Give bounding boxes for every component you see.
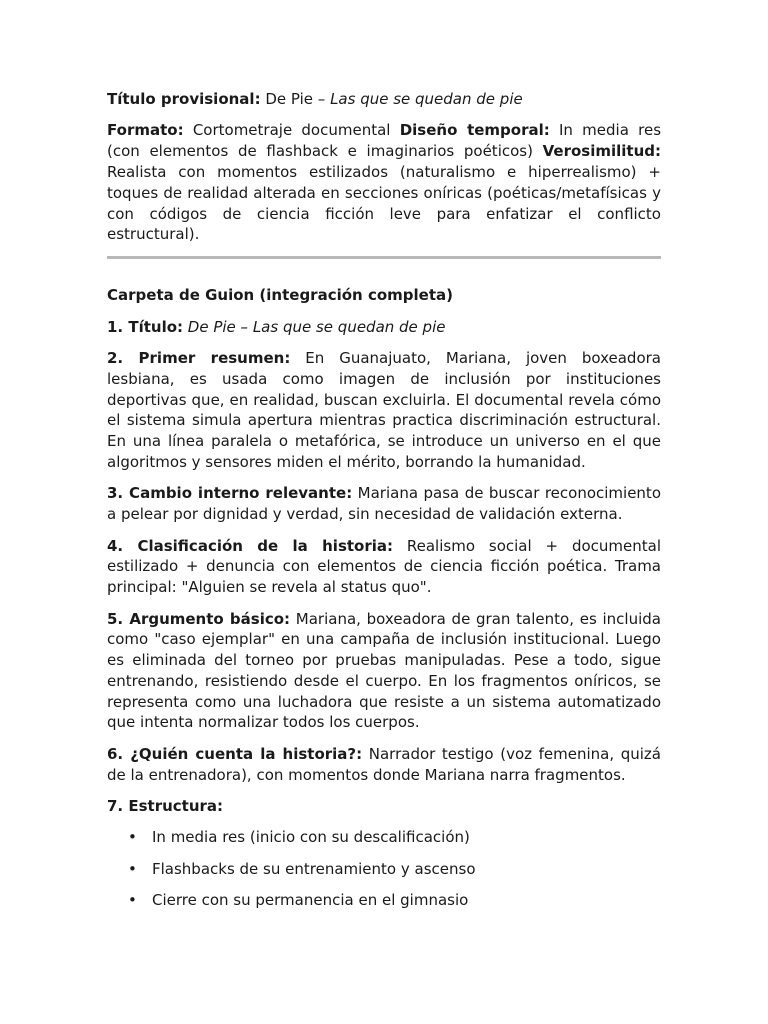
item-text: Realismo social + documental estilizado + denuncia con elementos de ciencia ficción poética. Trama principal: "Alguien se revela al status quo". xyxy=(107,536,662,597)
item-story-classification xyxy=(107,536,661,598)
item-title-italic: De Pie – Las que se quedan de pie xyxy=(183,317,446,336)
item-label: 3. Cambio interno relevante: xyxy=(107,484,353,503)
horizontal-divider xyxy=(107,256,661,259)
list-item-text: Cierre con su permanencia en el gimnasio xyxy=(152,891,469,910)
item-narrator xyxy=(107,744,661,786)
item-label: 5. Argumento básico: xyxy=(107,609,291,628)
list-item xyxy=(107,859,661,880)
item-first-summary xyxy=(107,348,661,473)
list-item xyxy=(107,890,661,911)
item-internal-change xyxy=(107,483,661,525)
item-label: 6. ¿Quién cuenta la historia?: xyxy=(107,744,363,763)
bullet-icon: • xyxy=(128,828,137,847)
item-text: Narrador testigo (voz femenina, quizá de la entrenadora), con momentos donde Mariana narra fragmentos. xyxy=(107,744,661,784)
verisimilitude-label: Verosimilitud: xyxy=(542,142,661,161)
bullet-icon: • xyxy=(128,891,137,910)
provisional-title-label: Título provisional: xyxy=(107,90,261,108)
list-item-text: In media res (inicio con su descalificación) xyxy=(152,828,470,847)
list-item-text: Flashbacks de su entrenamiento y ascenso xyxy=(152,859,476,878)
provisional-title-line xyxy=(107,89,661,110)
format-label: Formato: xyxy=(107,121,184,140)
format-value: Cortometraje documental xyxy=(183,121,400,140)
structure-list xyxy=(107,827,661,911)
temporal-design-value: In media res (con elementos de flashback e imaginarios poéticos) xyxy=(107,121,662,161)
item-structure xyxy=(107,796,661,817)
format-paragraph xyxy=(107,120,661,245)
provisional-title-value: De Pie – xyxy=(265,90,331,108)
item-text: En Guanajuato, Mariana, joven boxeadora lesbiana, es usada como imagen de inclusión por instituciones deportivas que, en realidad, buscan excluirla. El documental revela cómo el sistema simula apertura mientras practica discriminación estructural. En una línea paralela o metafórica, se introduce un universo en el que algoritmos y sensores miden el mérito, borrando la humanidad. xyxy=(107,348,661,471)
document-page xyxy=(107,89,661,922)
bullet-icon: • xyxy=(128,859,137,878)
item-basic-argument xyxy=(107,609,661,734)
provisional-title-italic: Las que se quedan de pie xyxy=(330,90,523,108)
section-heading: Carpeta de Guion (integración completa) xyxy=(107,286,453,305)
item-text: Mariana, boxeadora de gran talento, es incluida como "caso ejemplar" en una campaña de inclusión institucional. Luego es eliminada del torneo por pruebas manipuladas. Pese a todo, sigue entrenando, resistiendo desde el cuerpo. En los fragmentos oníricos, se representa como una luchadora que resiste a un sistema automatizado que intenta normalizar todos los cuerpos. xyxy=(107,609,661,732)
item-label: 7. Estructura: xyxy=(107,797,224,816)
verisimilitude-value: Realista con momentos estilizados (naturalismo e hiperrealismo) + toques de realidad alterada en secciones oníricas (poéticas/metafísicas y con códigos de ciencia ficción leve para enfatizar el conflicto estructural). xyxy=(107,162,661,244)
item-title xyxy=(107,317,661,338)
item-text: Mariana pasa de buscar reconocimiento a pelear por dignidad y verdad, sin necesidad de validación externa. xyxy=(107,484,661,524)
item-label: 4. Clasificación de la historia: xyxy=(107,536,394,555)
item-label: 1. Título: xyxy=(107,317,184,336)
item-label: 2. Primer resumen: xyxy=(107,348,291,367)
list-item xyxy=(107,827,661,848)
temporal-design-label: Diseño temporal: xyxy=(399,121,550,140)
